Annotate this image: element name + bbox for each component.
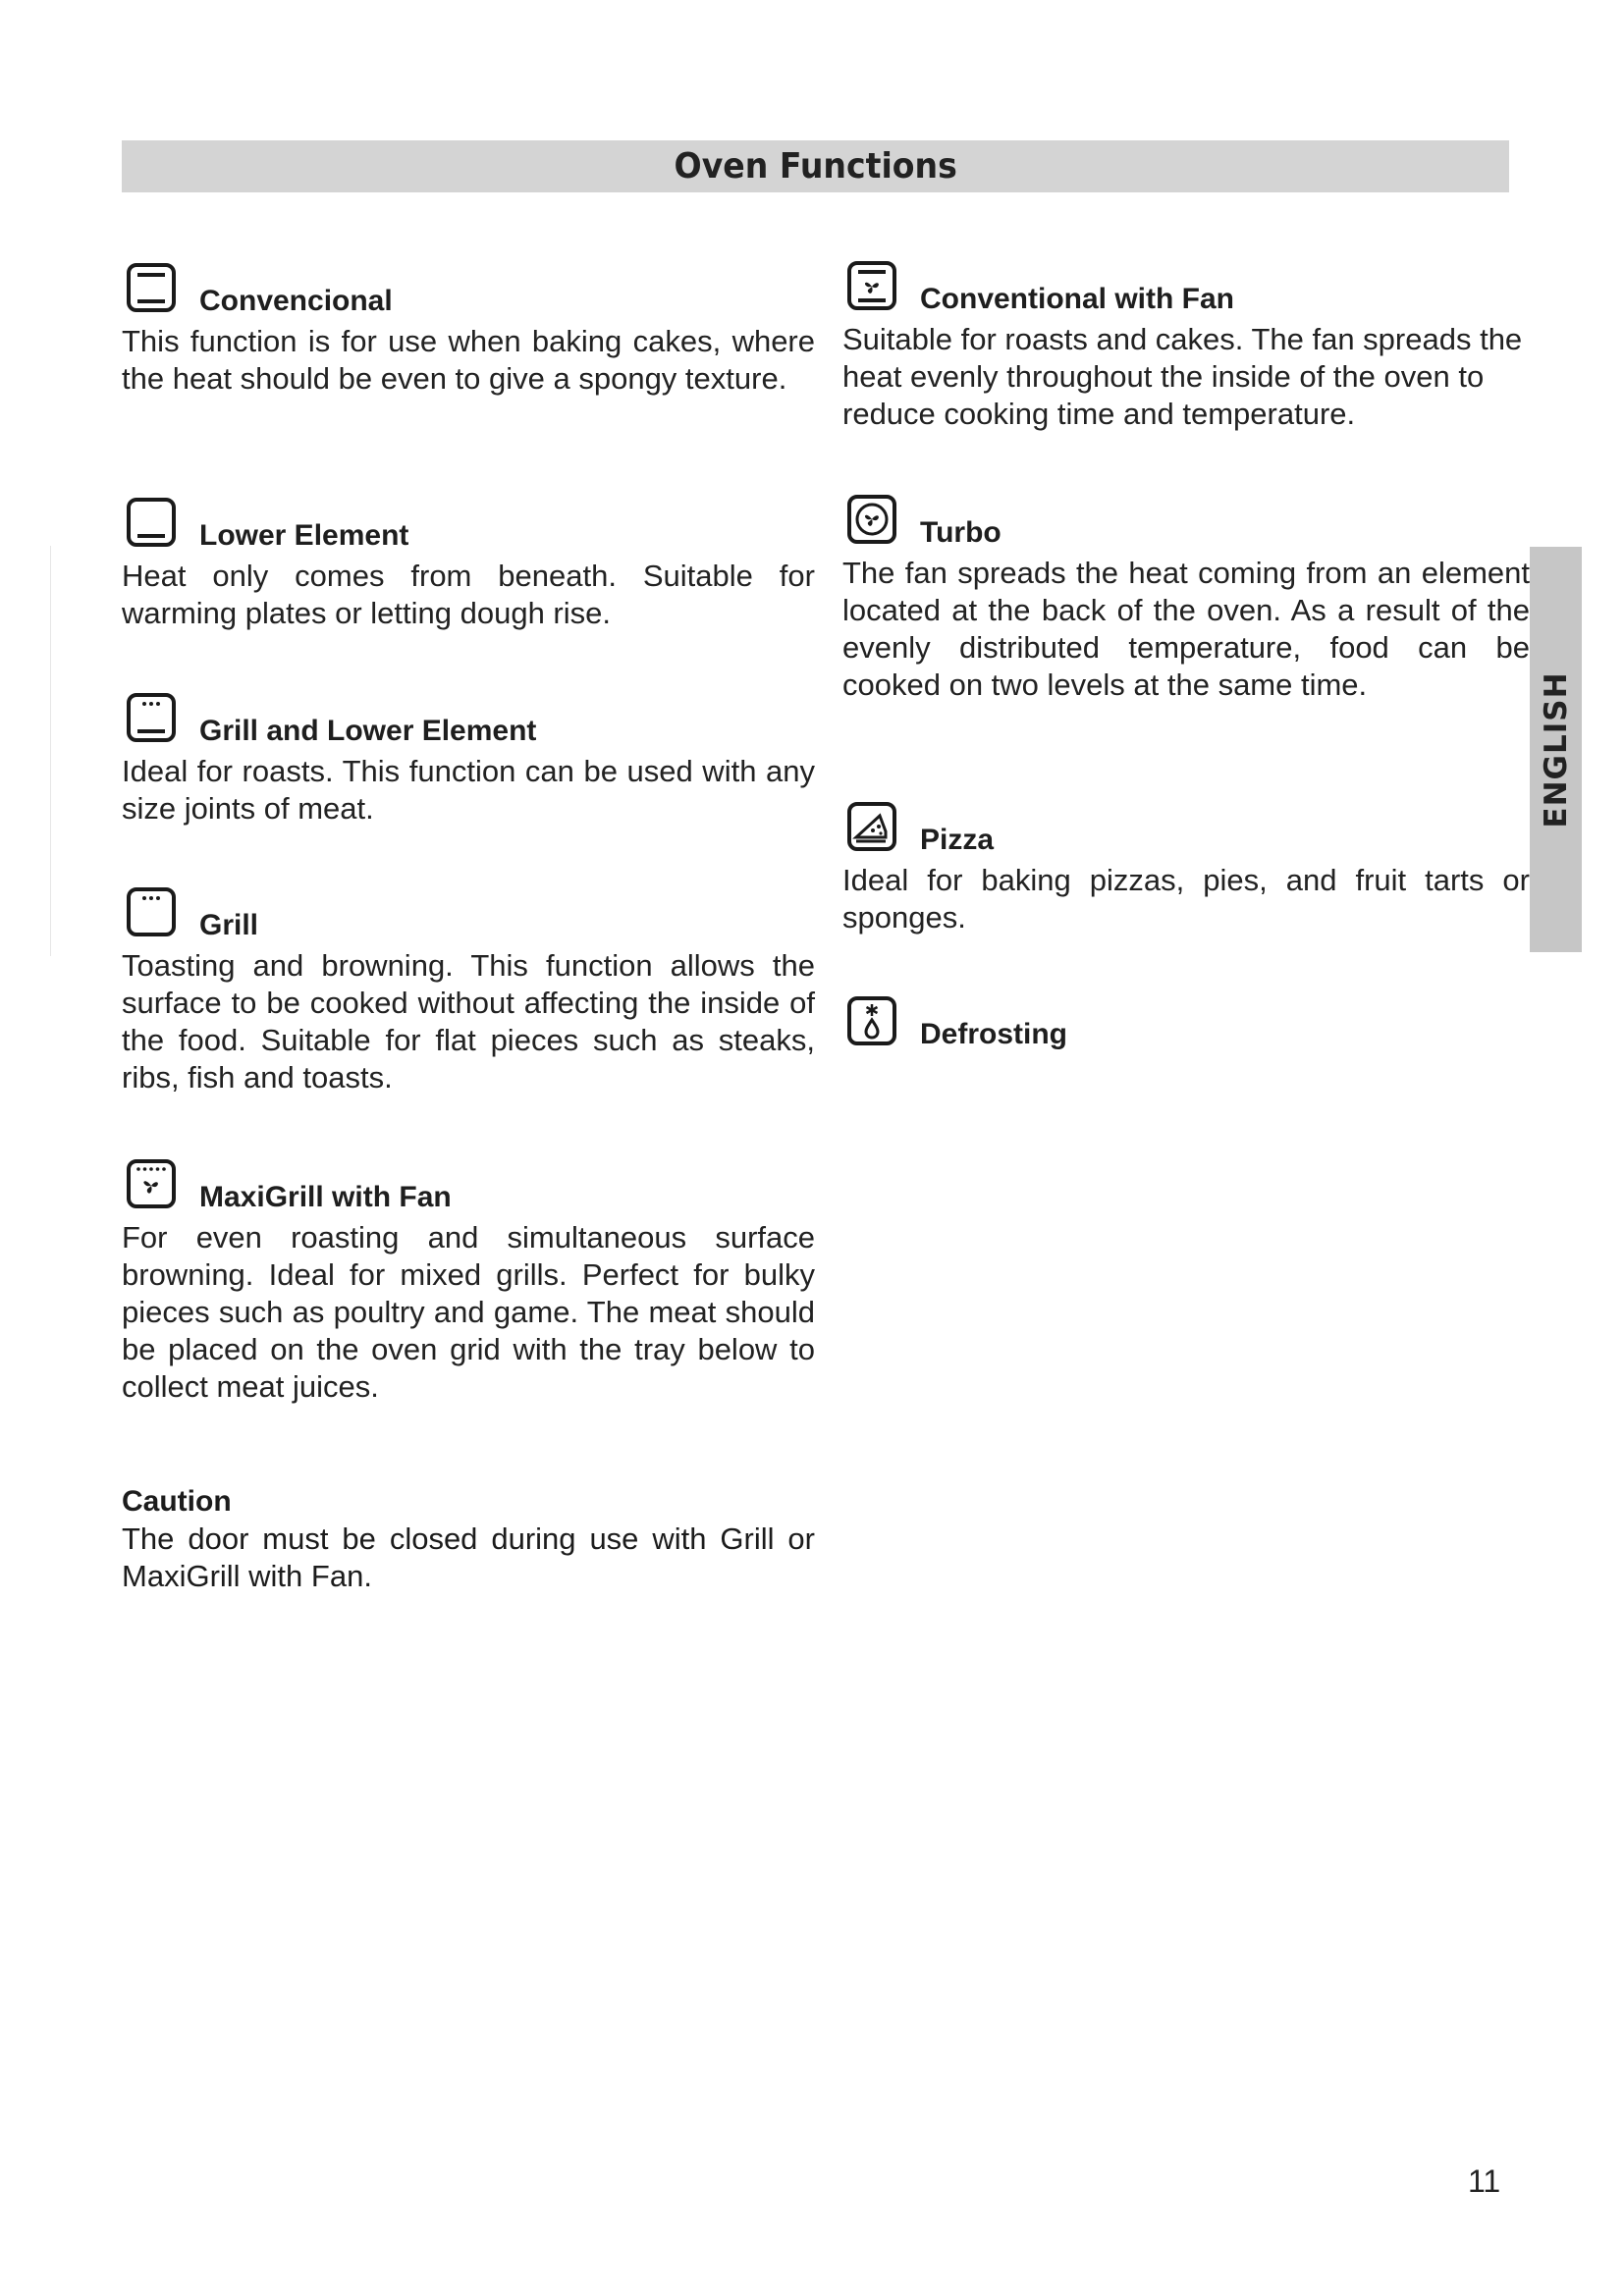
page-edge-line (50, 546, 51, 956)
function-description: The fan spreads the heat coming from an element located at the back of the oven. As a result of the evenly distributed temperature, food can be cooked on two levels at the same time. (842, 556, 1530, 702)
function-grill-lower-element (122, 692, 815, 828)
function-conventional-fan (842, 260, 1530, 433)
pizza-icon (846, 801, 897, 852)
function-name: Lower Element (199, 519, 409, 552)
function-name: Grill and Lower Element (199, 715, 537, 747)
language-label: ENGLISH (1538, 670, 1574, 828)
maxigrill-fan-icon (126, 1158, 177, 1209)
function-description: For even roasting and simultaneous surface browning. Ideal for mixed grills. Perfect for bulky pieces such as poultry and game. The meat should be placed on the oven grid with the tray below to collect meat juices. (122, 1220, 815, 1404)
conventional-fan-icon (846, 260, 897, 311)
grill-lower-element-icon (126, 692, 177, 743)
conventional-icon (126, 262, 177, 313)
function-description: Suitable for roasts and cakes. The fan spreads the heat evenly throughout the inside of the oven to reduce cooking time and temperature. (842, 322, 1523, 431)
function-name: MaxiGrill with Fan (199, 1181, 452, 1213)
function-description: Heat only comes from beneath. Suitable for warming plates or letting dough rise. (122, 559, 815, 630)
caution-title: Caution (122, 1485, 232, 1518)
function-name: Conventional with Fan (920, 283, 1234, 315)
grill-icon (126, 886, 177, 937)
defrost-icon (846, 995, 897, 1046)
function-name: Turbo (920, 516, 1001, 549)
page-number: 11 (1468, 2163, 1501, 2199)
function-name: Grill (199, 909, 259, 941)
function-name: Defrosting (920, 1018, 1067, 1050)
function-lower-element (122, 497, 815, 632)
caution-note (122, 1483, 815, 1595)
function-description: Toasting and browning. This function allows the surface to be cooked without affecting the inside of the food. Suitable for flat pieces such as steaks, ribs, fish and toasts. (122, 948, 815, 1095)
page-title: Oven Functions (674, 146, 957, 187)
function-description: This function is for use when baking cakes, where the heat should be even to give a spongy texture. (122, 324, 815, 396)
turbo-fan-icon (846, 494, 897, 545)
function-description: Ideal for roasts. This function can be used with any size joints of meat. (122, 754, 815, 826)
language-tab (1530, 547, 1582, 952)
function-turbo (842, 494, 1530, 704)
caution-text: The door must be closed during use with Grill or MaxiGrill with Fan. (122, 1522, 815, 1593)
function-name: Convencional (199, 285, 393, 317)
function-maxigrill-fan (122, 1158, 815, 1406)
function-description: Ideal for baking pizzas, pies, and fruit tarts or sponges. (842, 863, 1530, 934)
function-defrosting (842, 995, 1530, 1056)
lower-element-icon (126, 497, 177, 548)
function-convencional (122, 262, 815, 398)
function-pizza (842, 801, 1530, 936)
section-header (122, 140, 1509, 192)
function-grill (122, 886, 815, 1096)
function-name: Pizza (920, 824, 995, 856)
